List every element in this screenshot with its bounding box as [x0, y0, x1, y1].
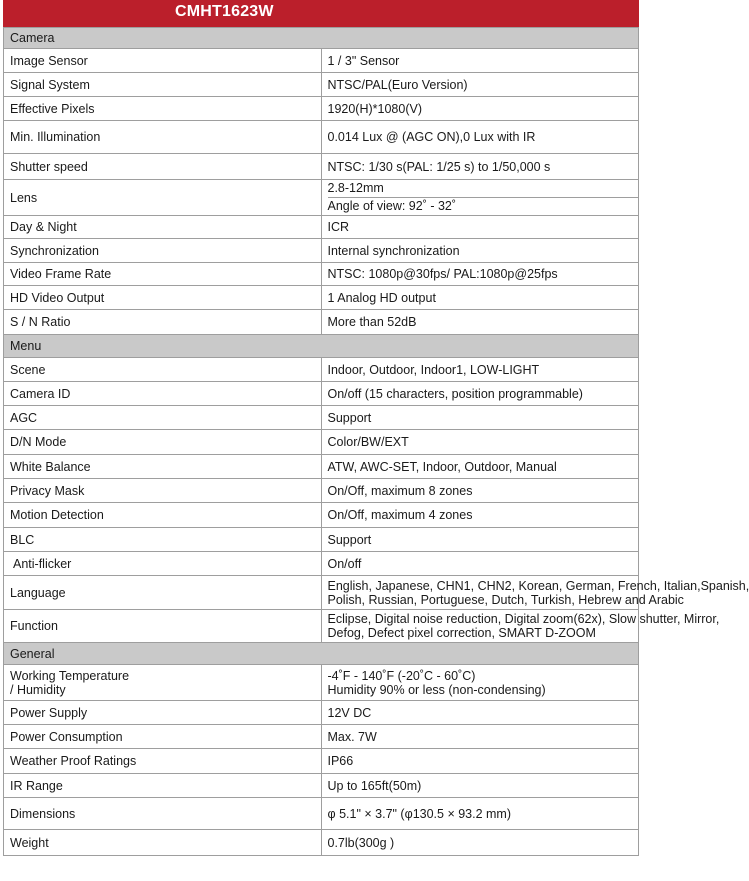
spec-value-line: On/off [327, 556, 362, 571]
spec-value-line: ICR [327, 220, 350, 234]
spec-value [321, 49, 639, 73]
spec-value-line: On/Off, maximum 8 zones [327, 483, 473, 498]
spec-sheet [3, 0, 749, 856]
spec-value [321, 749, 639, 774]
spec-value [321, 97, 639, 121]
spec-row-d-n-mode [4, 430, 639, 455]
spec-row-min-illumination [4, 121, 639, 154]
spec-label [4, 503, 322, 528]
spec-row-weight [4, 830, 639, 856]
spec-value [321, 406, 639, 430]
spec-row-ir-range [4, 774, 639, 798]
spec-value [321, 382, 639, 406]
spec-row-signal-system [4, 73, 639, 97]
spec-value-line: English, Japanese, CHN1, CHN2, Korean, German, French, Italian,Spanish, [327, 578, 749, 593]
spec-value-line: On/Off, maximum 4 zones [327, 508, 473, 522]
spec-value-line: 0.7lb(300g ) [327, 835, 395, 850]
spec-label-text: BLC [10, 532, 35, 547]
spec-row-hd-video-output [4, 286, 639, 310]
spec-value [321, 358, 639, 382]
spec-label [4, 382, 322, 406]
spec-label-text: HD Video Output [10, 290, 105, 305]
spec-label-text: Synchronization [10, 243, 99, 258]
section-title: Menu [4, 335, 639, 358]
spec-label [4, 263, 322, 286]
spec-value-line: 12V DC [327, 705, 372, 720]
spec-label [4, 216, 322, 239]
spec-value-line: Indoor, Outdoor, Indoor1, LOW-LIGHT [327, 362, 540, 377]
spec-value-line: More than 52dB [327, 315, 417, 329]
spec-value [321, 774, 639, 798]
spec-value [321, 73, 639, 97]
spec-row-working-temperature [4, 665, 639, 701]
spec-label [4, 358, 322, 382]
spec-value-line: NTSC: 1080p@30fps/ PAL:1080p@25fps [327, 267, 558, 281]
spec-value [321, 576, 749, 610]
spec-value-line: On/off (15 characters, position programmable) [327, 386, 583, 401]
spec-label [4, 310, 322, 335]
spec-value [321, 725, 639, 749]
spec-row-power-supply [4, 701, 639, 725]
spec-value [321, 430, 639, 455]
spec-value-line: Up to 165ft(50m) [327, 778, 422, 793]
spec-value [321, 528, 639, 552]
spec-label-text: Scene [10, 362, 46, 377]
spec-label [4, 121, 322, 154]
spec-label [4, 430, 322, 455]
spec-value-line: NTSC/PAL(Euro Version) [327, 77, 468, 92]
spec-label-text: Lens [10, 190, 38, 205]
spec-label-text: IR Range [10, 778, 63, 793]
spec-label-text: Effective Pixels [10, 101, 95, 116]
spec-label [4, 665, 322, 701]
spec-label-text: Motion Detection [10, 508, 104, 522]
spec-label [4, 725, 322, 749]
spec-value-line: 2.8-12mm [328, 180, 639, 198]
spec-value-line: Polish, Russian, Portuguese, Dutch, Turkish, Hebrew and Arabic [327, 592, 684, 607]
spec-label [4, 552, 322, 576]
spec-value-line: 1 / 3" Sensor [327, 53, 400, 68]
spec-label-text: D/N Mode [10, 435, 67, 449]
spec-label-text: Video Frame Rate [10, 267, 112, 281]
spec-row-scene [4, 358, 639, 382]
spec-row-anti-flicker [4, 552, 639, 576]
spec-table [3, 27, 749, 856]
spec-value [321, 455, 639, 479]
spec-value [321, 552, 639, 576]
spec-value-line: ATW, AWC-SET, Indoor, Outdoor, Manual [327, 459, 557, 474]
spec-label [4, 455, 322, 479]
spec-label-text: Weather Proof Ratings [10, 754, 137, 768]
spec-label [4, 180, 322, 216]
spec-row-language [4, 576, 639, 610]
spec-value-line: 1 Analog HD output [327, 290, 436, 305]
spec-row-video-frame-rate [4, 263, 639, 286]
spec-label [4, 239, 322, 263]
spec-label-text: Dimensions [10, 806, 76, 821]
spec-row-s-n-ratio [4, 310, 639, 335]
spec-value-line: Humidity 90% or less (non-condensing) [327, 682, 546, 697]
spec-value-line: -4˚F - 140˚F (-20˚C - 60˚C) [327, 668, 476, 683]
spec-label-text: Day & Night [10, 220, 77, 234]
spec-label [4, 97, 322, 121]
spec-value [321, 180, 639, 216]
spec-value [321, 154, 639, 180]
spec-label-text: Signal System [10, 77, 90, 92]
spec-row-weather-proof-ratings [4, 749, 639, 774]
spec-label [4, 479, 322, 503]
spec-value [321, 701, 639, 725]
spec-label-text-2: / Humidity [10, 682, 66, 697]
spec-label-text: Power Consumption [10, 729, 123, 744]
spec-label [4, 49, 322, 73]
spec-label [4, 406, 322, 430]
spec-value-line: Defog, Defect pixel correction, SMART D-ZOOM [327, 626, 596, 640]
spec-label [4, 774, 322, 798]
spec-label-text: S / N Ratio [10, 315, 71, 329]
spec-label-text: AGC [10, 410, 38, 425]
section-header-menu [4, 335, 639, 358]
spec-value-line: Internal synchronization [327, 243, 460, 258]
spec-label-text: Privacy Mask [10, 483, 85, 498]
product-title: CMHT1623W [175, 3, 274, 20]
section-title: Camera [4, 28, 639, 49]
spec-label-text: Weight [10, 835, 49, 850]
spec-row-power-consumption [4, 725, 639, 749]
spec-value [321, 263, 639, 286]
spec-label [4, 749, 322, 774]
spec-label-text: Shutter speed [10, 159, 88, 174]
spec-value [321, 798, 639, 830]
spec-label [4, 73, 322, 97]
spec-row-white-balance [4, 455, 639, 479]
spec-row-day-night [4, 216, 639, 239]
spec-label-text: Language [10, 585, 66, 600]
spec-value-line: Eclipse, Digital noise reduction, Digital zoom(62x), Slow shutter, Mirror, [327, 612, 720, 626]
spec-value [321, 830, 639, 856]
spec-value [321, 239, 639, 263]
spec-row-motion-detection [4, 503, 639, 528]
spec-label-text: White Balance [10, 459, 91, 474]
title-bar [3, 0, 639, 27]
spec-label [4, 830, 322, 856]
spec-label [4, 576, 322, 610]
spec-value [321, 503, 639, 528]
spec-value [321, 286, 639, 310]
section-title: General [4, 643, 639, 665]
spec-row-agc [4, 406, 639, 430]
spec-row-blc [4, 528, 639, 552]
spec-value [321, 479, 639, 503]
spec-label [4, 610, 322, 643]
spec-value-line: Angle of view: 92˚ - 32˚ [327, 199, 457, 213]
spec-value [321, 665, 639, 701]
spec-value [321, 121, 639, 154]
spec-value-line: φ 5.1" × 3.7" (φ130.5 × 93.2 mm) [327, 806, 512, 821]
spec-label [4, 701, 322, 725]
spec-label-text: Anti-flicker [13, 556, 72, 571]
section-header-general [4, 643, 639, 665]
spec-value [321, 310, 639, 335]
spec-label-text: Power Supply [10, 705, 88, 720]
spec-row-function [4, 610, 639, 643]
spec-row-effective-pixels [4, 97, 639, 121]
section-header-camera [4, 28, 639, 49]
spec-value-line: 0.014 Lux @ (AGC ON),0 Lux with IR [327, 130, 536, 144]
spec-value-line: NTSC: 1/30 s(PAL: 1/25 s) to 1/50,000 s [327, 159, 551, 174]
spec-label [4, 154, 322, 180]
spec-row-synchronization [4, 239, 639, 263]
spec-value-line: Color/BW/EXT [327, 435, 409, 449]
spec-value [321, 216, 639, 239]
spec-label-text: Min. Illumination [10, 130, 101, 144]
spec-label [4, 286, 322, 310]
spec-value-line: 1920(H)*1080(V) [327, 101, 422, 116]
spec-value-line: Max. 7W [327, 729, 377, 744]
spec-label [4, 798, 322, 830]
spec-value-line: Support [327, 532, 372, 547]
spec-row-dimensions [4, 798, 639, 830]
spec-row-camera-id [4, 382, 639, 406]
spec-value-line: IP66 [327, 754, 354, 768]
spec-value [321, 610, 720, 643]
spec-row-image-sensor [4, 49, 639, 73]
spec-row-privacy-mask [4, 479, 639, 503]
spec-label-text: Camera ID [10, 386, 71, 401]
spec-label-text: Working Temperature [10, 668, 130, 683]
spec-value-line: Support [327, 410, 372, 425]
spec-label-text: Image Sensor [10, 53, 88, 68]
spec-label-text: Function [10, 619, 58, 633]
spec-label [4, 528, 322, 552]
spec-row-lens [4, 180, 639, 216]
spec-row-shutter-speed [4, 154, 639, 180]
